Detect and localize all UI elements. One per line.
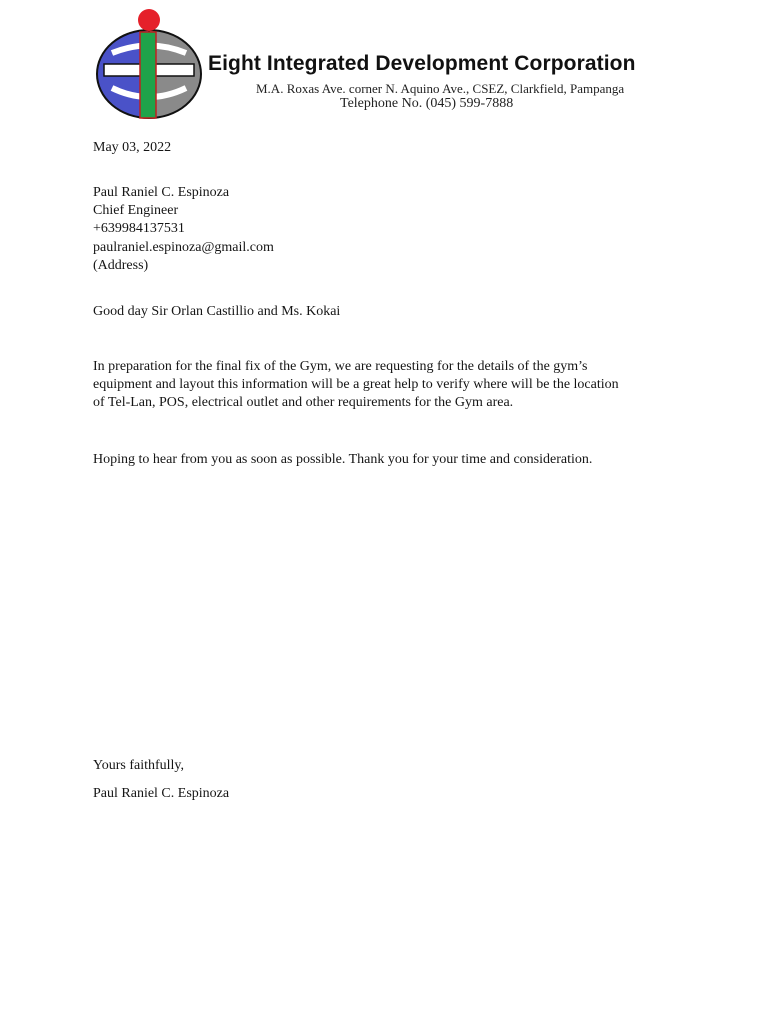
company-address: M.A. Roxas Ave. corner N. Aquino Ave., CSEZ, Clarkfield, Pampanga xyxy=(256,81,625,96)
closing: Yours faithfully, xyxy=(93,758,185,773)
sender-title: Chief Engineer xyxy=(93,203,179,218)
company-name: Eight Integrated Development Corporation xyxy=(208,52,636,75)
logo-dot xyxy=(138,9,160,31)
body-paragraph-2: Hoping to hear from you as soon as possible. Thank you for your time and consideration. xyxy=(93,452,593,467)
letterhead xyxy=(0,0,768,120)
company-telephone: Telephone No. (045) 599-7888 xyxy=(340,96,514,111)
sender-name: Paul Raniel C. Espinoza xyxy=(93,185,230,200)
sender-email: paulraniel.espinoza@gmail.com xyxy=(93,240,274,255)
body-paragraph-1 xyxy=(93,358,693,412)
body-paragraph-1-line-1: In preparation for the final fix of the Gym, we are requesting for the details of the gym’s xyxy=(93,359,588,374)
letter-date: May 03, 2022 xyxy=(93,140,172,155)
company-logo xyxy=(94,8,204,122)
salutation: Good day Sir Orlan Castillio and Ms. Kokai xyxy=(93,304,341,319)
body-paragraph-1-line-2: equipment and layout this information will be a great help to verify where will be the location xyxy=(93,377,619,392)
logo-bar xyxy=(140,32,156,118)
body-paragraph-1-line-3: of Tel-Lan, POS, electrical outlet and other requirements for the Gym area. xyxy=(93,395,514,410)
signature-name: Paul Raniel C. Espinoza xyxy=(93,786,230,801)
sender-phone: +639984137531 xyxy=(93,221,185,236)
sender-address: (Address) xyxy=(93,258,149,273)
